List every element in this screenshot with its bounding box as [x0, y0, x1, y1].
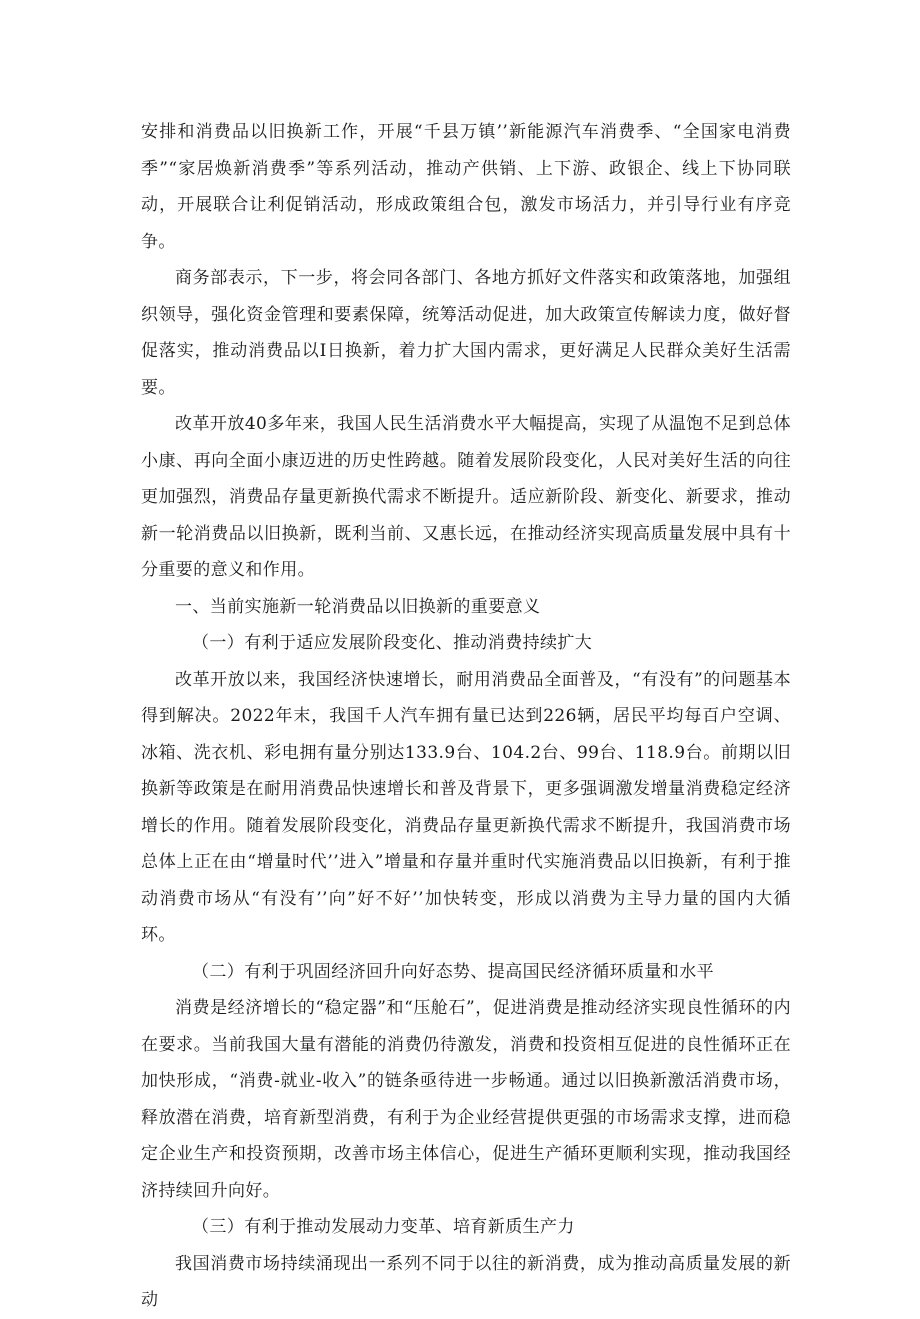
subsection-heading-1: （一）有利于适应发展阶段变化、推动消费持续扩大 [192, 633, 593, 653]
paragraph-durable-goods: 改革开放以来，我国经济快速增长，耐用消费品全面普及，“有没有”的问题基本得到解决。2022年末，我国千人汽车拥有量已达到226辆，居民平均每百户空调、冰箱、洗衣机、彩电拥有量分别达133.9台、104.2台、99台、118.9台。前期以旧换新等政策是在耐用消费品快速增长和普及背景下，更多强调激发增量消费稳定经济增长的作用。随着发展阶段变化，消费品存量更新换代需求不断提升，我国消费市场总体上正在由“增量时代’’进入”增量和存量并重时代实施消费品以旧换新，有利于推动消费市场从“有没有’’向”好不好’’加快转变，形成以消费为主导力量的国内大循环。 [141, 669, 791, 945]
section-heading-1: 一、当前实施新一轮消费品以旧换新的重要意义 [175, 596, 541, 617]
subsection-heading-3: （三）有利于推动发展动力变革、培育新质生产力 [192, 1217, 575, 1237]
document-page [141, 114, 791, 1319]
paragraph-reform-opening: 改革开放40多年来，我国人民生活消费水平大幅提高，实现了从温饱不足到总体小康、再向全面小康迈进的历史性跨越。随着发展阶段变化，人民对美好生活的向往更加强烈，消费品存量更新换代需求不断提升。适应新阶段、新变化、新要求，推动新一轮消费品以旧换新，既利当前、又惠长远，在推动经济实现高质量发展中具有十分重要的意义和作用。 [141, 414, 791, 580]
paragraph-new-consumption: 我国消费市场持续涌现出一系列不同于以往的新消费，成为推动高质量发展的新动 [141, 1253, 791, 1310]
subsection-heading-2: （二）有利于巩固经济回升向好态势、提高国民经济循环质量和水平 [192, 961, 714, 982]
paragraph-ministry-next-steps: 商务部表示，下一步，将会同各部门、各地方抓好文件落实和政策落地，加强组织领导，强化资金管理和要素保障，统筹活动促进，加大政策宣传解读力度，做好督促落实，推动消费品以I日换新，着力扩大国内需求，更好满足人民群众美好生活需要。 [141, 268, 791, 398]
paragraph-consumption-stabilizer: 消费是经济增长的“稳定器”和“压舱石”，促进消费是推动经济实现良性循环的内在要求。当前我国大量有潜能的消费仍待激发，消费和投资相互促进的良性循环正在加快形成，“消费-就业-收入”的链条亟待进一步畅通。通过以旧换新激活消费市场，释放潜在消费，培育新型消费，有利于为企业经营提供更强的市场需求支撑，进而稳定企业生产和投资预期，改善市场主体信心，促进生产循环更顺利实现，推动我国经济持续回升向好。 [141, 998, 791, 1201]
paragraph-continued: 安排和消费品以旧换新工作，开展“千县万镇’’新能源汽车消费季、“全国家电消费季”“家居焕新消费季”等系列活动，推动产供销、上下游、政银企、线上下协同联动，开展联合让利促销活动，形成政策组合包，激发市场活力，并引导行业有序竞争。 [141, 122, 791, 252]
